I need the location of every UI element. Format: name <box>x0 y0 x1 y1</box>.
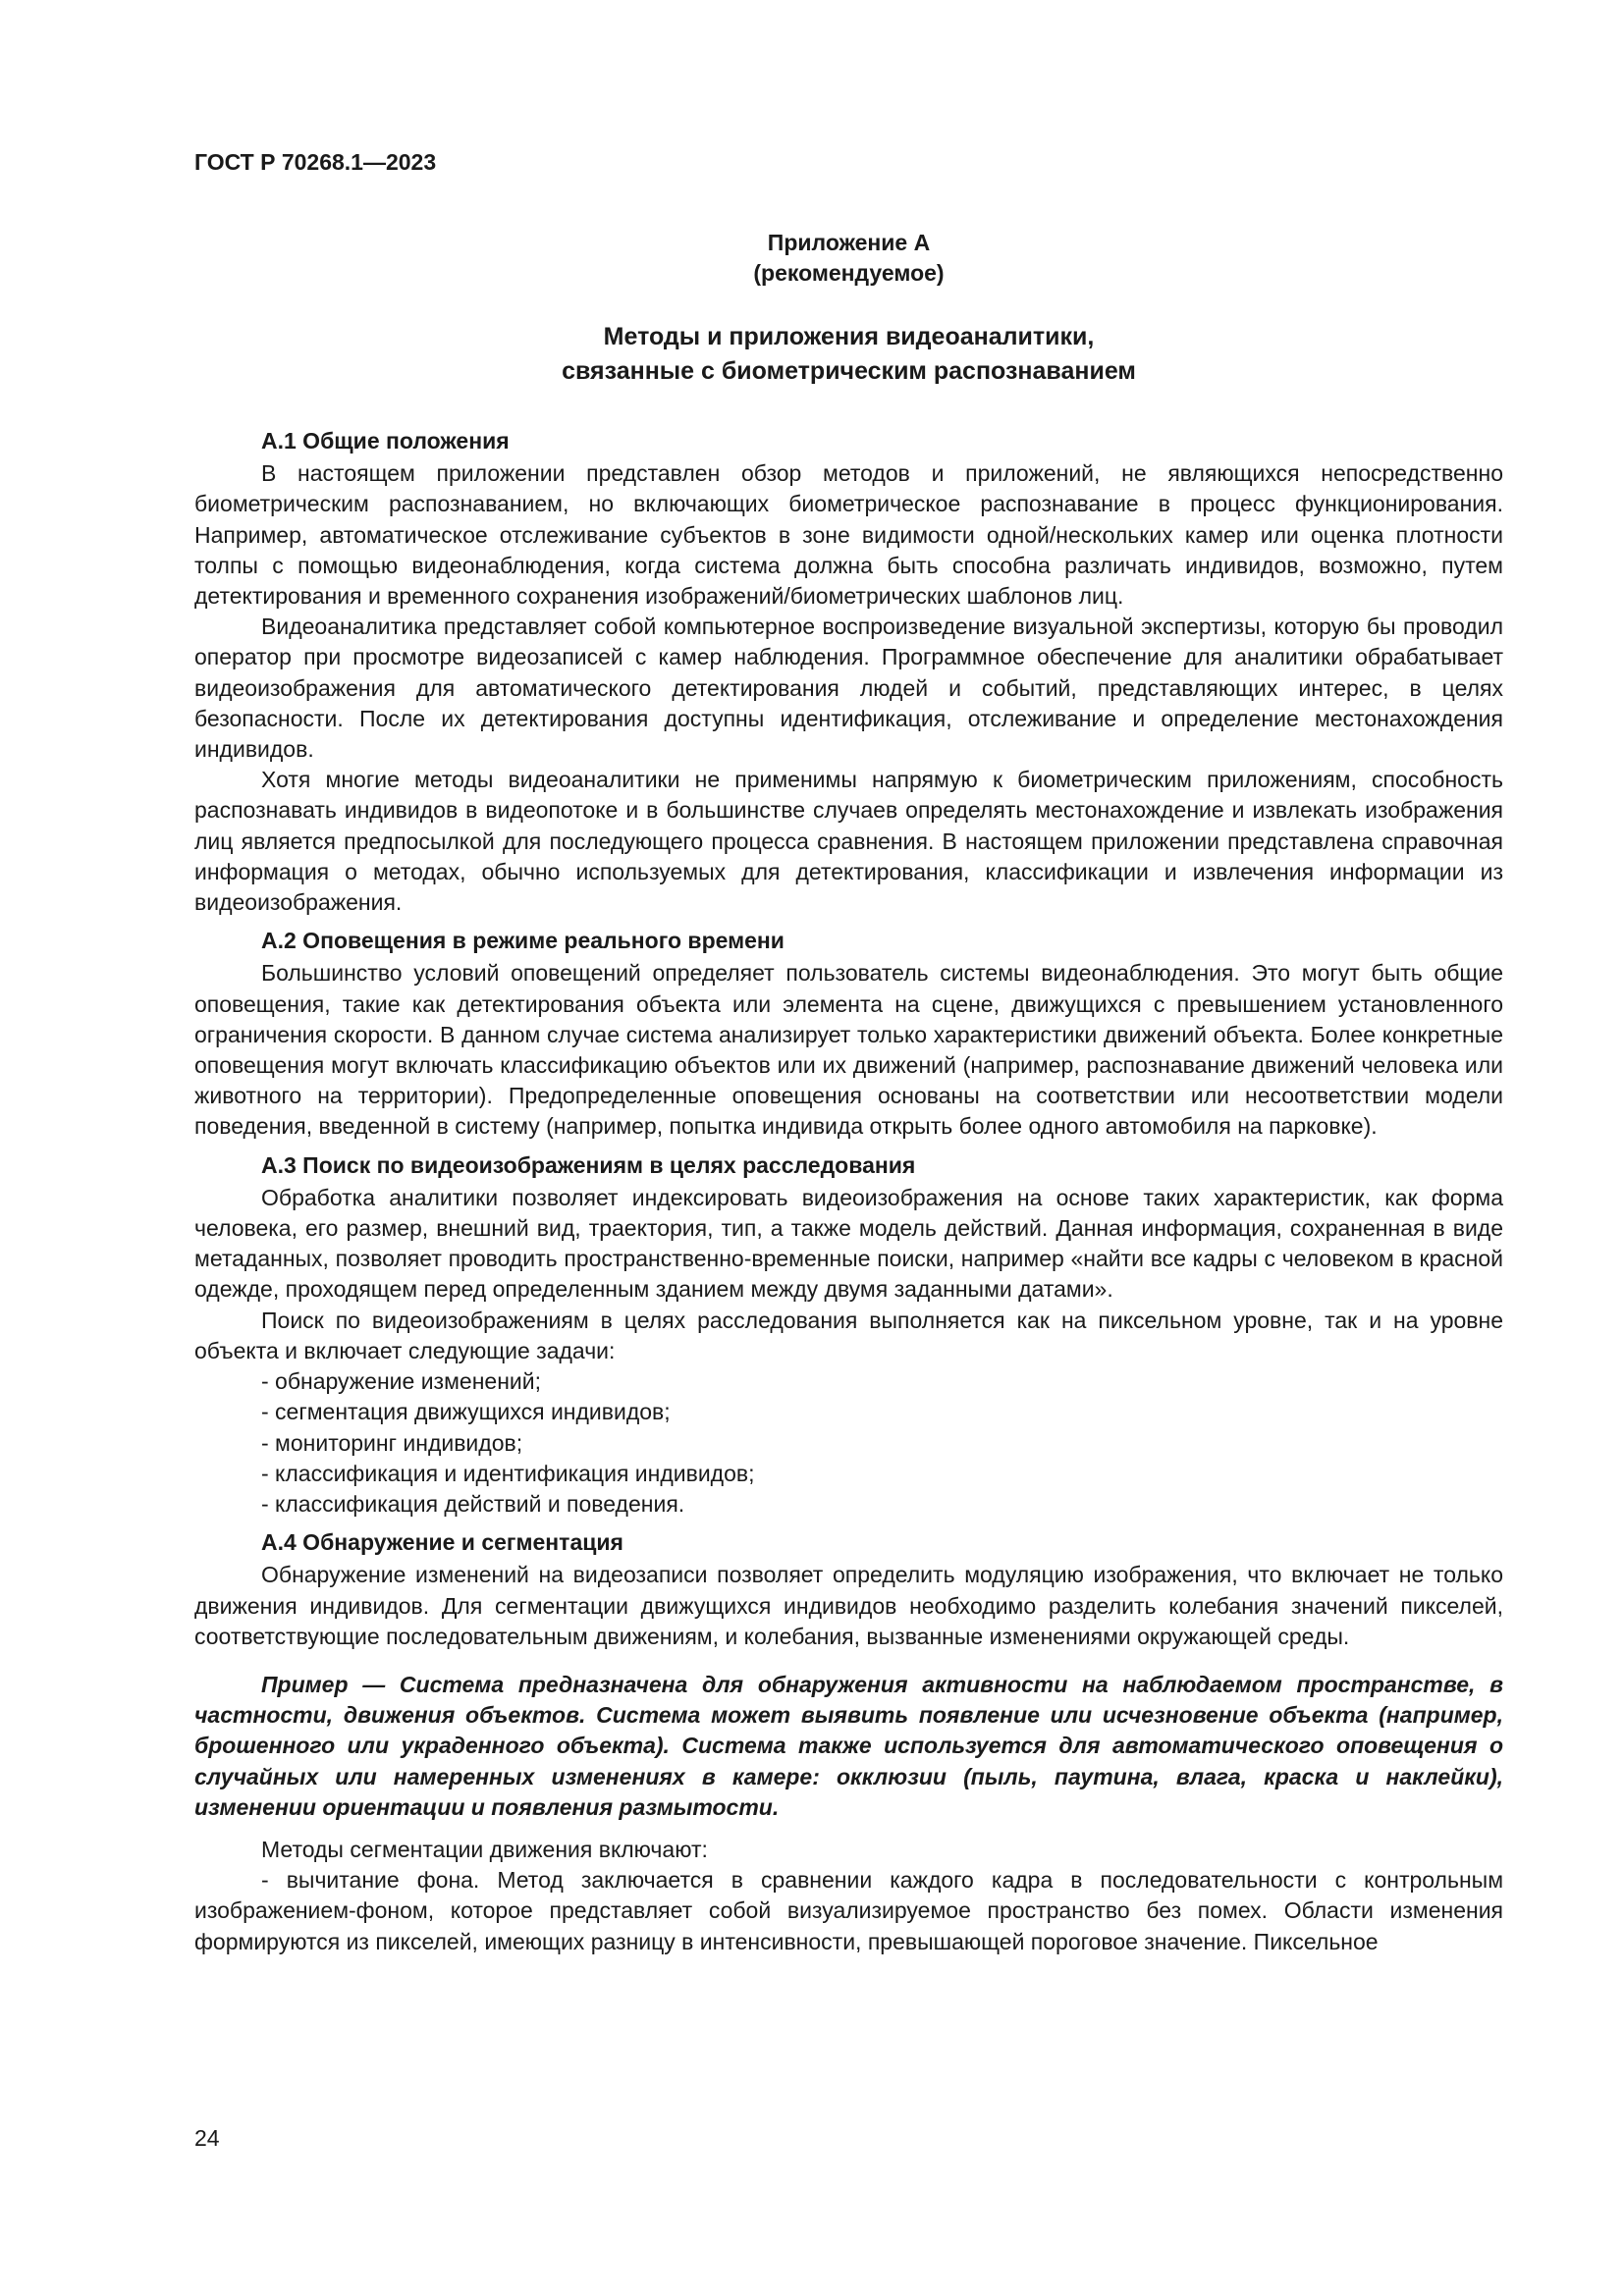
section-heading-a2: А.2 Оповещения в режиме реального времени <box>261 928 785 954</box>
page-number: 24 <box>194 2125 220 2151</box>
paragraph: Поиск по видеоизображениям в целях расследования выполняется как на пиксельном уровне, так и на уровне объекта и включает следующие задачи: <box>194 1307 1503 1363</box>
annex-title-line-1: Методы и приложения видеоаналитики, <box>603 323 1095 350</box>
paragraph: Хотя многие методы видеоаналитики не применимы напрямую к биометрическим приложениям, способность распознавать индивидов в видеопотоке и в большинстве случаев определять местонахождение и извлекать изображения лиц является предпосылкой для последующего процесса сравнения. В настоящем приложении представлена справочная информация о методах, обычно используемых для детектирования, классификации и извлечения информации из видеоизображения. <box>194 767 1503 916</box>
section-heading-a4: А.4 Обнаружение и сегментация <box>261 1529 623 1556</box>
paragraph: В настоящем приложении представлен обзор методов и приложений, не являющихся непосредственно биометрическим распознаванием, но включающих биометрическое распознавание в процесс функционирования. Например, автоматическое отслеживание субъектов в зоне видимости одной/нескольких камер или оценка плотности толпы с помощью видеонаблюдения, когда система должна быть способна различать индивидов, возможно, путем детектирования и временного сохранения изображений/биометрических шаблонов лиц. <box>194 460 1503 610</box>
example-note: Пример — Система предназначена для обнаружения активности на наблюдаемом пространстве, в частности, движения объектов. Система может выявить появление или исчезновение объекта (например, брошенного или украденного объекта). Система также используется для автоматического оповещения о случайных или намеренных изменениях в камере: окклюзии (пыль, паутина, влага, краска и наклейки), изменении ориентации и появления размытости. <box>194 1671 1503 1820</box>
annex-title <box>194 320 1503 389</box>
list-item: - обнаружение изменений; <box>261 1368 541 1395</box>
paragraph: Методы сегментации движения включают: <box>261 1836 708 1862</box>
paragraph: Обнаружение изменений на видеозаписи позволяет определить модуляцию изображения, что включает не только движения индивидов. Для сегментации движущихся индивидов необходимо разделить колебания значений пикселей, соответствующие последовательным движениям, и колебания, вызванные изменениями окружающей среды. <box>194 1562 1503 1649</box>
paragraph: Видеоаналитика представляет собой компьютерное воспроизведение визуальной экспертизы, которую бы проводил оператор при просмотре видеозаписей с камер наблюдения. Программное обеспечение для аналитики обрабатывает видеоизображения для автоматического детектирования людей и событий, представляющих интерес, в целях безопасности. После их детектирования доступны идентификация, отслеживание и определение местонахождения индивидов. <box>194 614 1503 763</box>
list-item: - мониторинг индивидов; <box>261 1429 523 1456</box>
annex-status: (рекомендуемое) <box>753 260 945 286</box>
paragraph: Большинство условий оповещений определяет пользователь системы видеонаблюдения. Это могут быть общие оповещения, такие как детектирования объекта или элемента на сцене, движущихся с превышением установленного ограничения скорости. В данном случае система анализирует только характеристики движений объекта. Более конкретные оповещения могут включать классификацию объектов или их движений (например, распознавание движений человека или животного на территории). Предопределенные оповещения основаны на соответствии или несоответствии модели поведения, введенной в систему (например, попытка индивида открыть более одного автомобиля на парковке). <box>194 960 1503 1140</box>
paragraph: - вычитание фона. Метод заключается в сравнении каждого кадра в последовательности с контрольным изображением-фоном, которое представляет собой визуализируемое пространство без помех. Области изменения формируются из пикселей, имеющих разницу в интенсивности, превышающей пороговое значение. Пиксельное <box>194 1867 1503 1954</box>
annex-label: Приложение А <box>767 230 931 255</box>
list-item: - классификация действий и поведения. <box>261 1490 685 1517</box>
annex-title-line-2: связанные с биометрическим распознаванием <box>562 357 1136 385</box>
document-code: ГОСТ Р 70268.1—2023 <box>194 149 437 175</box>
section-heading-a1: А.1 Общие положения <box>261 428 510 454</box>
paragraph: Обработка аналитики позволяет индексировать видеоизображения на основе таких характеристик, как форма человека, его размер, внешний вид, траектория, тип, а также модель действий. Данная информация, сохраненная в виде метаданных, позволяет проводить пространственно-временные поиски, например «найти все кадры с человеком в красной одежде, проходящем перед определенным зданием между двумя заданными датами». <box>194 1184 1503 1303</box>
task-list <box>194 1366 1503 1520</box>
list-item: - классификация и идентификация индивидов; <box>261 1460 755 1486</box>
section-heading-a3: А.3 Поиск по видеоизображениям в целях расследования <box>261 1151 916 1178</box>
page-content <box>194 228 1503 1957</box>
list-item: - сегментация движущихся индивидов; <box>261 1399 671 1425</box>
